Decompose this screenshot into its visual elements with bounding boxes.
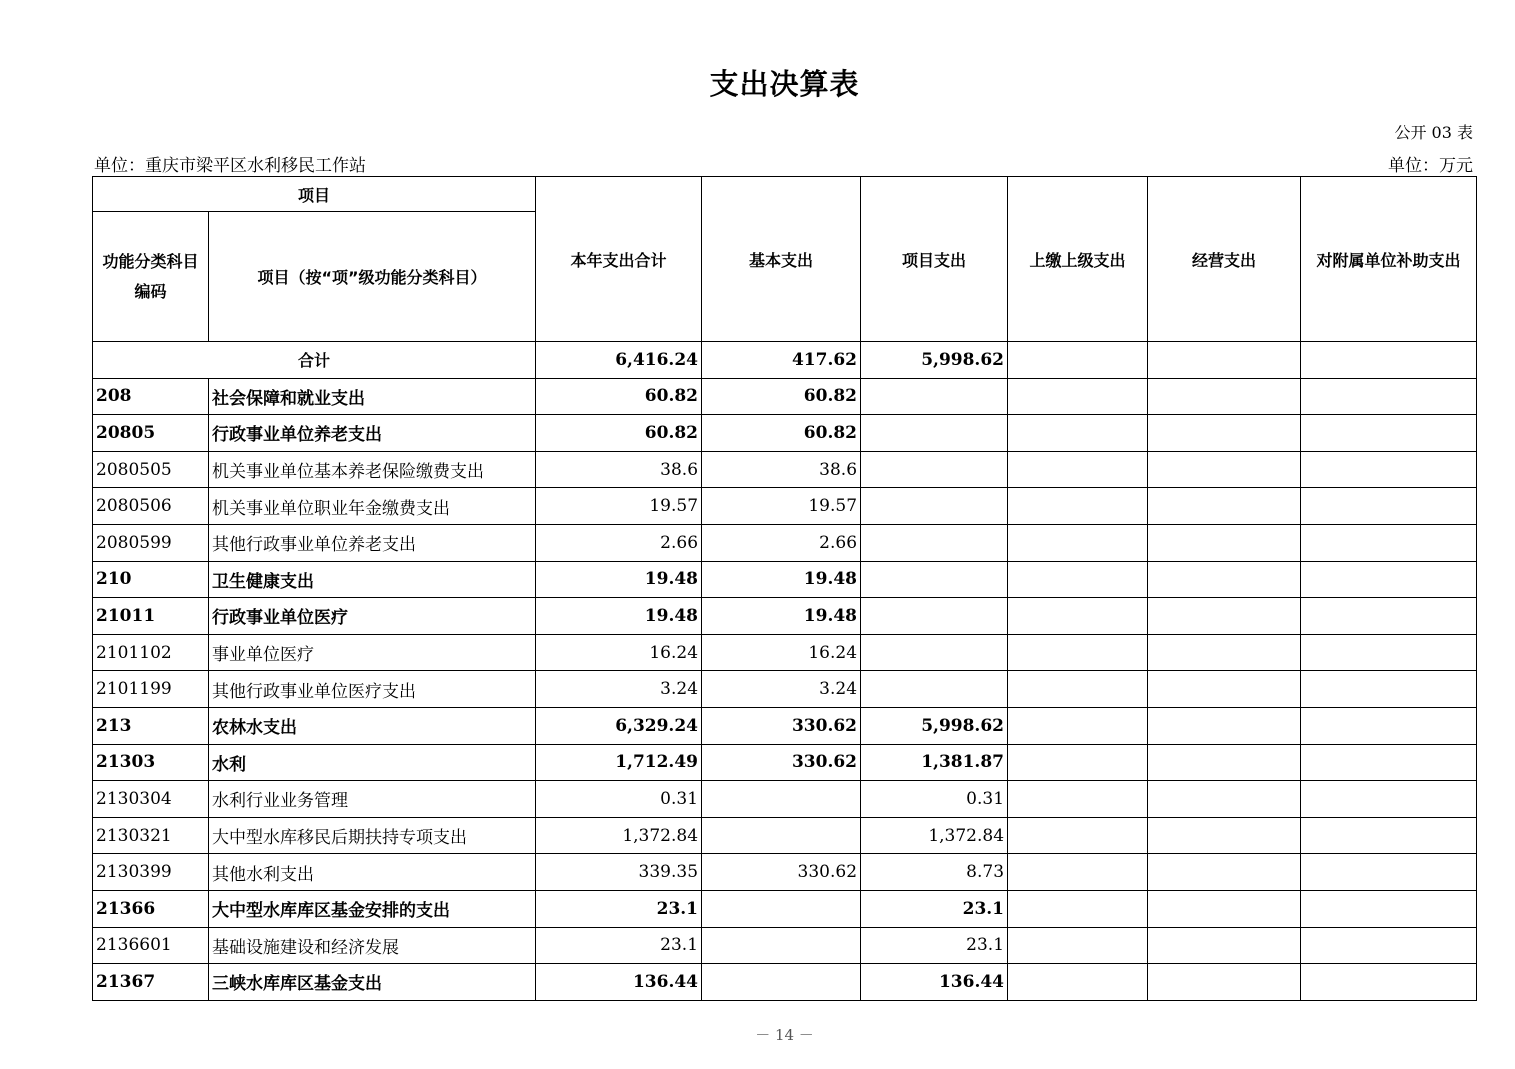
cell-basic: 60.82 <box>702 378 861 415</box>
cell-project-expenditure: 1,381.87 <box>861 744 1008 781</box>
cell-subsidy <box>1301 598 1477 635</box>
table-row <box>93 451 1477 488</box>
cell-upper <box>1008 927 1148 964</box>
cell-code: 208 <box>93 378 209 415</box>
table-row <box>93 378 1477 415</box>
cell-item: 其他行政事业单位医疗支出 <box>209 671 536 708</box>
cell-subsidy <box>1301 744 1477 781</box>
cell-business <box>1148 854 1301 891</box>
table-row <box>93 415 1477 452</box>
header-upper: 上缴上级支出 <box>1008 177 1148 342</box>
organization-unit: 单位：重庆市梁平区水利移民工作站 <box>94 156 366 176</box>
cell-project-expenditure: 5,998.62 <box>861 707 1008 744</box>
cell-subsidy <box>1301 415 1477 452</box>
cell-subsidy <box>1301 634 1477 671</box>
cell-item: 基础设施建设和经济发展 <box>209 927 536 964</box>
cell-total: 38.6 <box>536 451 702 488</box>
cell-code: 2130321 <box>93 817 209 854</box>
cell-project-expenditure <box>861 634 1008 671</box>
cell-upper <box>1008 451 1148 488</box>
header-code: 功能分类科目编码 <box>93 212 209 342</box>
cell-basic: 19.48 <box>702 561 861 598</box>
cell-item: 机关事业单位基本养老保险缴费支出 <box>209 451 536 488</box>
cell-business <box>1148 707 1301 744</box>
cell-code: 2136601 <box>93 927 209 964</box>
header-item: 项目（按“项”级功能分类科目） <box>209 212 536 342</box>
table-row <box>93 781 1477 818</box>
cell-item: 社会保障和就业支出 <box>209 378 536 415</box>
table-row <box>93 634 1477 671</box>
cell-item: 水利 <box>209 744 536 781</box>
cell-upper <box>1008 781 1148 818</box>
cell-business <box>1148 634 1301 671</box>
cell-upper <box>1008 671 1148 708</box>
cell-project-expenditure <box>861 671 1008 708</box>
header-business: 经营支出 <box>1148 177 1301 342</box>
cell-project-expenditure: 1,372.84 <box>861 817 1008 854</box>
cell-business <box>1148 415 1301 452</box>
table-row <box>93 817 1477 854</box>
cell-item: 三峡水库库区基金支出 <box>209 964 536 1001</box>
total-business <box>1148 342 1301 379</box>
cell-project-expenditure <box>861 451 1008 488</box>
cell-total: 60.82 <box>536 378 702 415</box>
total-upper <box>1008 342 1148 379</box>
cell-total: 3.24 <box>536 671 702 708</box>
cell-project-expenditure: 8.73 <box>861 854 1008 891</box>
cell-total: 23.1 <box>536 890 702 927</box>
cell-basic <box>702 927 861 964</box>
cell-upper <box>1008 634 1148 671</box>
cell-subsidy <box>1301 781 1477 818</box>
total-row <box>93 342 1477 379</box>
cell-project-expenditure: 136.44 <box>861 964 1008 1001</box>
cell-project-expenditure <box>861 488 1008 525</box>
cell-subsidy <box>1301 488 1477 525</box>
cell-item: 水利行业业务管理 <box>209 781 536 818</box>
cell-business <box>1148 671 1301 708</box>
cell-item: 事业单位医疗 <box>209 634 536 671</box>
cell-business <box>1148 524 1301 561</box>
cell-upper <box>1008 890 1148 927</box>
cell-code: 2080599 <box>93 524 209 561</box>
table-row <box>93 890 1477 927</box>
cell-total: 339.35 <box>536 854 702 891</box>
cell-basic: 19.57 <box>702 488 861 525</box>
table-row <box>93 744 1477 781</box>
cell-project-expenditure <box>861 561 1008 598</box>
total-subsidy <box>1301 342 1477 379</box>
cell-subsidy <box>1301 378 1477 415</box>
cell-code: 20805 <box>93 415 209 452</box>
table-number: 公开 03 表 <box>1394 123 1473 142</box>
cell-basic: 19.48 <box>702 598 861 635</box>
cell-subsidy <box>1301 854 1477 891</box>
cell-project-expenditure: 0.31 <box>861 781 1008 818</box>
table-row <box>93 561 1477 598</box>
cell-business <box>1148 451 1301 488</box>
cell-total: 16.24 <box>536 634 702 671</box>
cell-upper <box>1008 744 1148 781</box>
cell-item: 大中型水库库区基金安排的支出 <box>209 890 536 927</box>
cell-upper <box>1008 524 1148 561</box>
cell-subsidy <box>1301 524 1477 561</box>
cell-total: 60.82 <box>536 415 702 452</box>
cell-code: 21011 <box>93 598 209 635</box>
table-row <box>93 964 1477 1001</box>
cell-subsidy <box>1301 451 1477 488</box>
expenditure-table <box>92 176 1477 1001</box>
cell-business <box>1148 817 1301 854</box>
cell-code: 2101199 <box>93 671 209 708</box>
header-total: 本年支出合计 <box>536 177 702 342</box>
cell-code: 213 <box>93 707 209 744</box>
cell-item: 卫生健康支出 <box>209 561 536 598</box>
cell-basic: 330.62 <box>702 744 861 781</box>
cell-business <box>1148 561 1301 598</box>
cell-upper <box>1008 561 1148 598</box>
header-project: 项目 <box>93 177 536 212</box>
cell-subsidy <box>1301 964 1477 1001</box>
cell-basic: 3.24 <box>702 671 861 708</box>
cell-basic: 38.6 <box>702 451 861 488</box>
cell-subsidy <box>1301 561 1477 598</box>
total-label: 合计 <box>93 342 536 379</box>
cell-total: 1,372.84 <box>536 817 702 854</box>
total-project-expenditure: 5,998.62 <box>861 342 1008 379</box>
cell-upper <box>1008 488 1148 525</box>
total-basic: 417.62 <box>702 342 861 379</box>
cell-basic <box>702 817 861 854</box>
cell-business <box>1148 781 1301 818</box>
cell-project-expenditure <box>861 524 1008 561</box>
cell-business <box>1148 598 1301 635</box>
header-basic: 基本支出 <box>702 177 861 342</box>
cell-item: 大中型水库移民后期扶持专项支出 <box>209 817 536 854</box>
page-title: 支出决算表 <box>709 67 860 101</box>
cell-item: 其他行政事业单位养老支出 <box>209 524 536 561</box>
table-body <box>93 342 1477 1001</box>
cell-business <box>1148 927 1301 964</box>
total-amount: 6,416.24 <box>536 342 702 379</box>
cell-item: 机关事业单位职业年金缴费支出 <box>209 488 536 525</box>
cell-code: 2080506 <box>93 488 209 525</box>
cell-total: 2.66 <box>536 524 702 561</box>
header-project-expenditure: 项目支出 <box>861 177 1008 342</box>
cell-total: 136.44 <box>536 964 702 1001</box>
table-row <box>93 488 1477 525</box>
cell-code: 21366 <box>93 890 209 927</box>
cell-basic: 2.66 <box>702 524 861 561</box>
cell-total: 19.57 <box>536 488 702 525</box>
cell-basic: 330.62 <box>702 854 861 891</box>
cell-project-expenditure <box>861 378 1008 415</box>
table-row <box>93 927 1477 964</box>
currency-unit: 单位：万元 <box>1388 156 1473 176</box>
cell-code: 2130304 <box>93 781 209 818</box>
cell-subsidy <box>1301 671 1477 708</box>
cell-total: 19.48 <box>536 561 702 598</box>
cell-total: 23.1 <box>536 927 702 964</box>
cell-basic: 330.62 <box>702 707 861 744</box>
cell-item: 其他水利支出 <box>209 854 536 891</box>
cell-basic <box>702 890 861 927</box>
cell-upper <box>1008 854 1148 891</box>
cell-basic <box>702 781 861 818</box>
cell-code: 2080505 <box>93 451 209 488</box>
cell-item: 行政事业单位医疗 <box>209 598 536 635</box>
cell-business <box>1148 378 1301 415</box>
cell-basic: 60.82 <box>702 415 861 452</box>
table-row <box>93 598 1477 635</box>
cell-item: 农林水支出 <box>209 707 536 744</box>
cell-business <box>1148 488 1301 525</box>
cell-subsidy <box>1301 817 1477 854</box>
table-row <box>93 671 1477 708</box>
cell-project-expenditure <box>861 415 1008 452</box>
cell-total: 0.31 <box>536 781 702 818</box>
cell-code: 2101102 <box>93 634 209 671</box>
cell-basic: 16.24 <box>702 634 861 671</box>
cell-subsidy <box>1301 707 1477 744</box>
cell-business <box>1148 744 1301 781</box>
table-row <box>93 854 1477 891</box>
cell-business <box>1148 890 1301 927</box>
cell-project-expenditure: 23.1 <box>861 927 1008 964</box>
cell-code: 21303 <box>93 744 209 781</box>
cell-upper <box>1008 817 1148 854</box>
cell-business <box>1148 964 1301 1001</box>
table-row <box>93 707 1477 744</box>
cell-code: 210 <box>93 561 209 598</box>
cell-subsidy <box>1301 890 1477 927</box>
cell-subsidy <box>1301 927 1477 964</box>
cell-project-expenditure <box>861 598 1008 635</box>
cell-project-expenditure: 23.1 <box>861 890 1008 927</box>
cell-code: 21367 <box>93 964 209 1001</box>
cell-code: 2130399 <box>93 854 209 891</box>
cell-upper <box>1008 378 1148 415</box>
cell-total: 1,712.49 <box>536 744 702 781</box>
cell-basic <box>702 964 861 1001</box>
cell-upper <box>1008 415 1148 452</box>
cell-total: 19.48 <box>536 598 702 635</box>
cell-total: 6,329.24 <box>536 707 702 744</box>
cell-item: 行政事业单位养老支出 <box>209 415 536 452</box>
page-number: － 14 － <box>755 1026 814 1044</box>
header-subsidy: 对附属单位补助支出 <box>1301 177 1477 342</box>
cell-upper <box>1008 964 1148 1001</box>
table-row <box>93 524 1477 561</box>
cell-upper <box>1008 598 1148 635</box>
cell-upper <box>1008 707 1148 744</box>
